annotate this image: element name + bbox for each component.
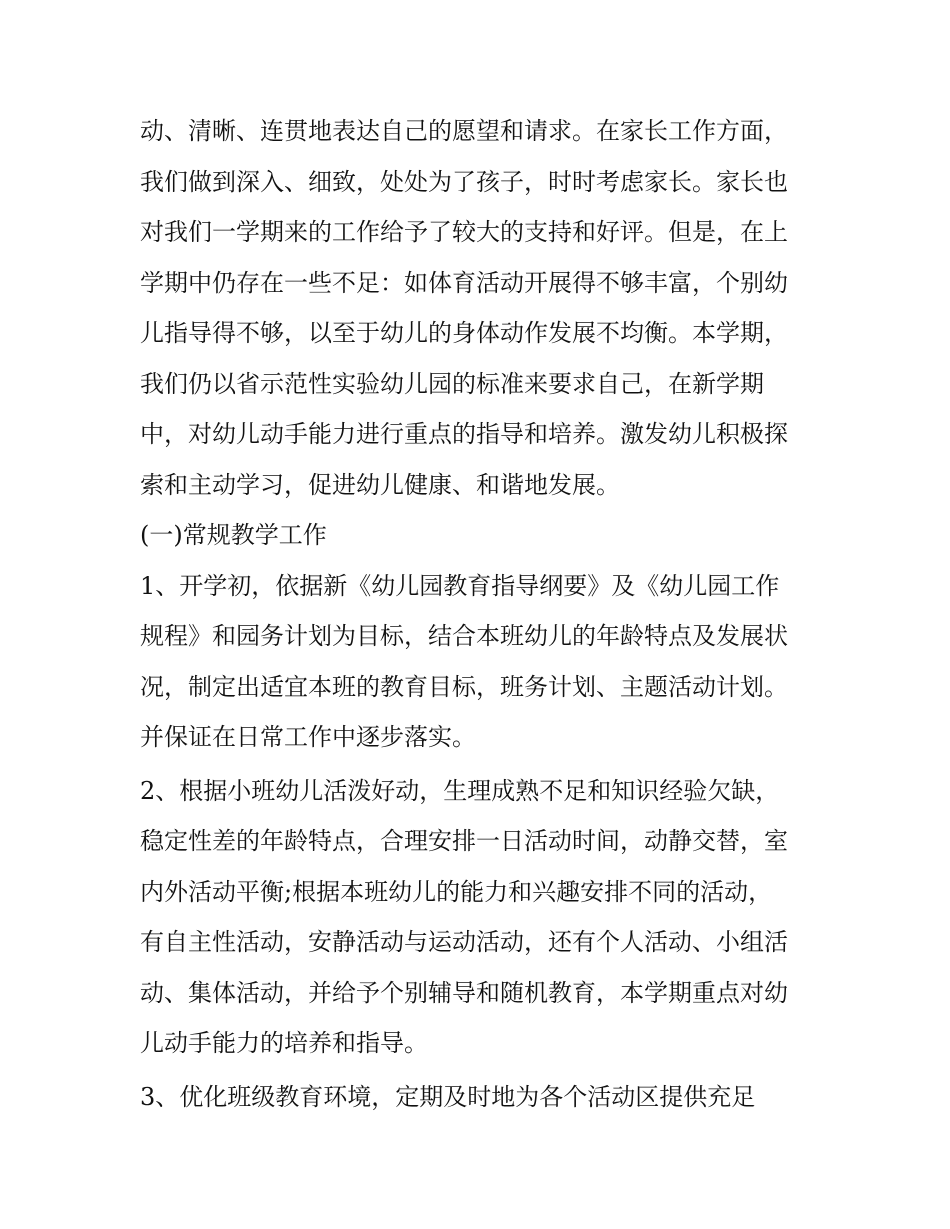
text-line: 索和主动学习，促进幼儿健康、和谐地发展。 <box>140 470 620 499</box>
text-line: 学期中仍存在一些不足：如体育活动开展得不够丰富，个别幼 <box>140 268 788 297</box>
text-line: 并保证在日常工作中逐步落实。 <box>140 723 476 751</box>
text-line: 2、根据小班幼儿活泼好动，生理成熟不足和知识经验欠缺， <box>140 776 780 805</box>
text-line: 有自主性活动，安静活动与运动活动，还有个人活动、小组活 <box>140 928 788 956</box>
text-line: 我们仍以省示范性实验幼儿园的标准来要求自己，在新学期 <box>140 369 764 398</box>
text-line: 3、优化班级教育环境，定期及时地为各个活动区提供充足 <box>140 1082 756 1111</box>
section-heading: (一)常规教学工作 <box>140 521 327 549</box>
text-line: 稳定性差的年龄特点，合理安排一日活动时间，动静交替，室 <box>140 827 788 855</box>
text-line: 儿指导得不够，以至于幼儿的身体动作发展不均衡。本学期， <box>140 319 788 347</box>
text-line: 内外活动平衡;根据本班幼儿的能力和兴趣安排不同的活动， <box>140 877 773 906</box>
text-line: 况，制定出适宜本班的教育目标，班务计划、主题活动计划。 <box>140 672 788 701</box>
text-line: 儿动手能力的培养和指导。 <box>140 1029 428 1057</box>
text-line: 动、清晰、连贯地表达自己的愿望和请求。在家长工作方面， <box>140 117 788 145</box>
text-line: 规程》和园务计划为目标，结合本班幼儿的年龄特点及发展状 <box>140 622 788 650</box>
text-line: 对我们一学期来的工作给予了较大的支持和好评。但是，在上 <box>140 218 788 246</box>
body-text <box>140 106 830 1122</box>
text-line: 动、集体活动，并给予个别辅导和随机教育，本学期重点对幼 <box>140 978 788 1007</box>
text-line: 中，对幼儿动手能力进行重点的指导和培养。激发幼儿积极探 <box>140 420 788 448</box>
text-line: 我们做到深入、细致，处处为了孩子，时时考虑家长。家长也 <box>140 167 788 196</box>
text-line: 1、开学初，依据新《幼儿园教育指导纲要》及《幼儿园工作 <box>140 571 780 600</box>
